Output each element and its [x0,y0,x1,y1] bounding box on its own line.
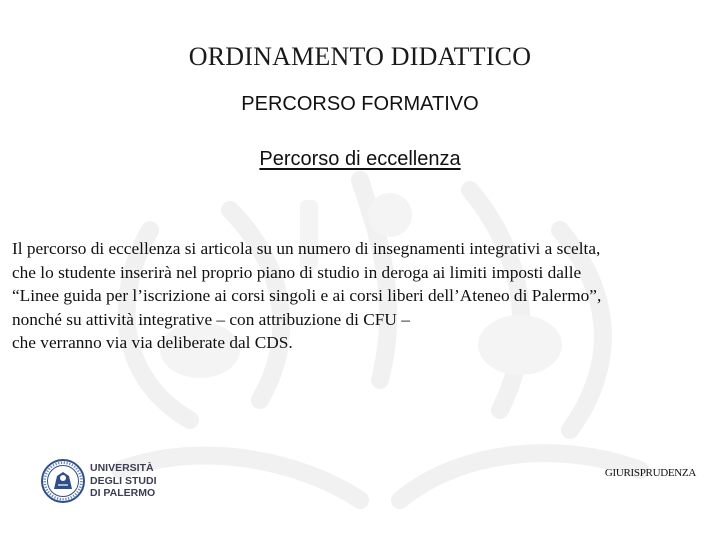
university-name [90,462,157,500]
section-title [0,148,720,171]
body-line: nonché su attività integrative – con attribuzione di CFU – [12,309,410,329]
footer-label: GIURISPRUDENZA [604,467,696,479]
university-seal-icon [40,458,86,504]
university-name-line: DEGLI STUDI [90,474,157,487]
university-name-line: DI PALERMO [90,487,156,499]
body-line: che lo studente inserirà nel proprio piano di studio in deroga ai limiti imposti dalle [12,262,582,282]
page-subtitle: PERCORSO FORMATIVO [241,93,479,115]
body-paragraph [12,237,712,355]
university-name-line: UNIVERSITÀ [90,462,154,474]
body-line: che verranno via via deliberate dal CDS. [12,333,293,352]
page-title: ORDINAMENTO DIDATTICO [188,42,532,71]
body-line: “Linee guida per l’iscrizione ai corsi singoli e ai corsi liberi dell’Ateneo di Palermo”, [12,286,602,305]
section-title-text: Percorso di eccellenza [259,148,461,170]
university-logo [40,458,160,504]
body-line: Il percorso di eccellenza si articola su un numero di insegnamenti integrativi a scelta, [12,239,601,258]
